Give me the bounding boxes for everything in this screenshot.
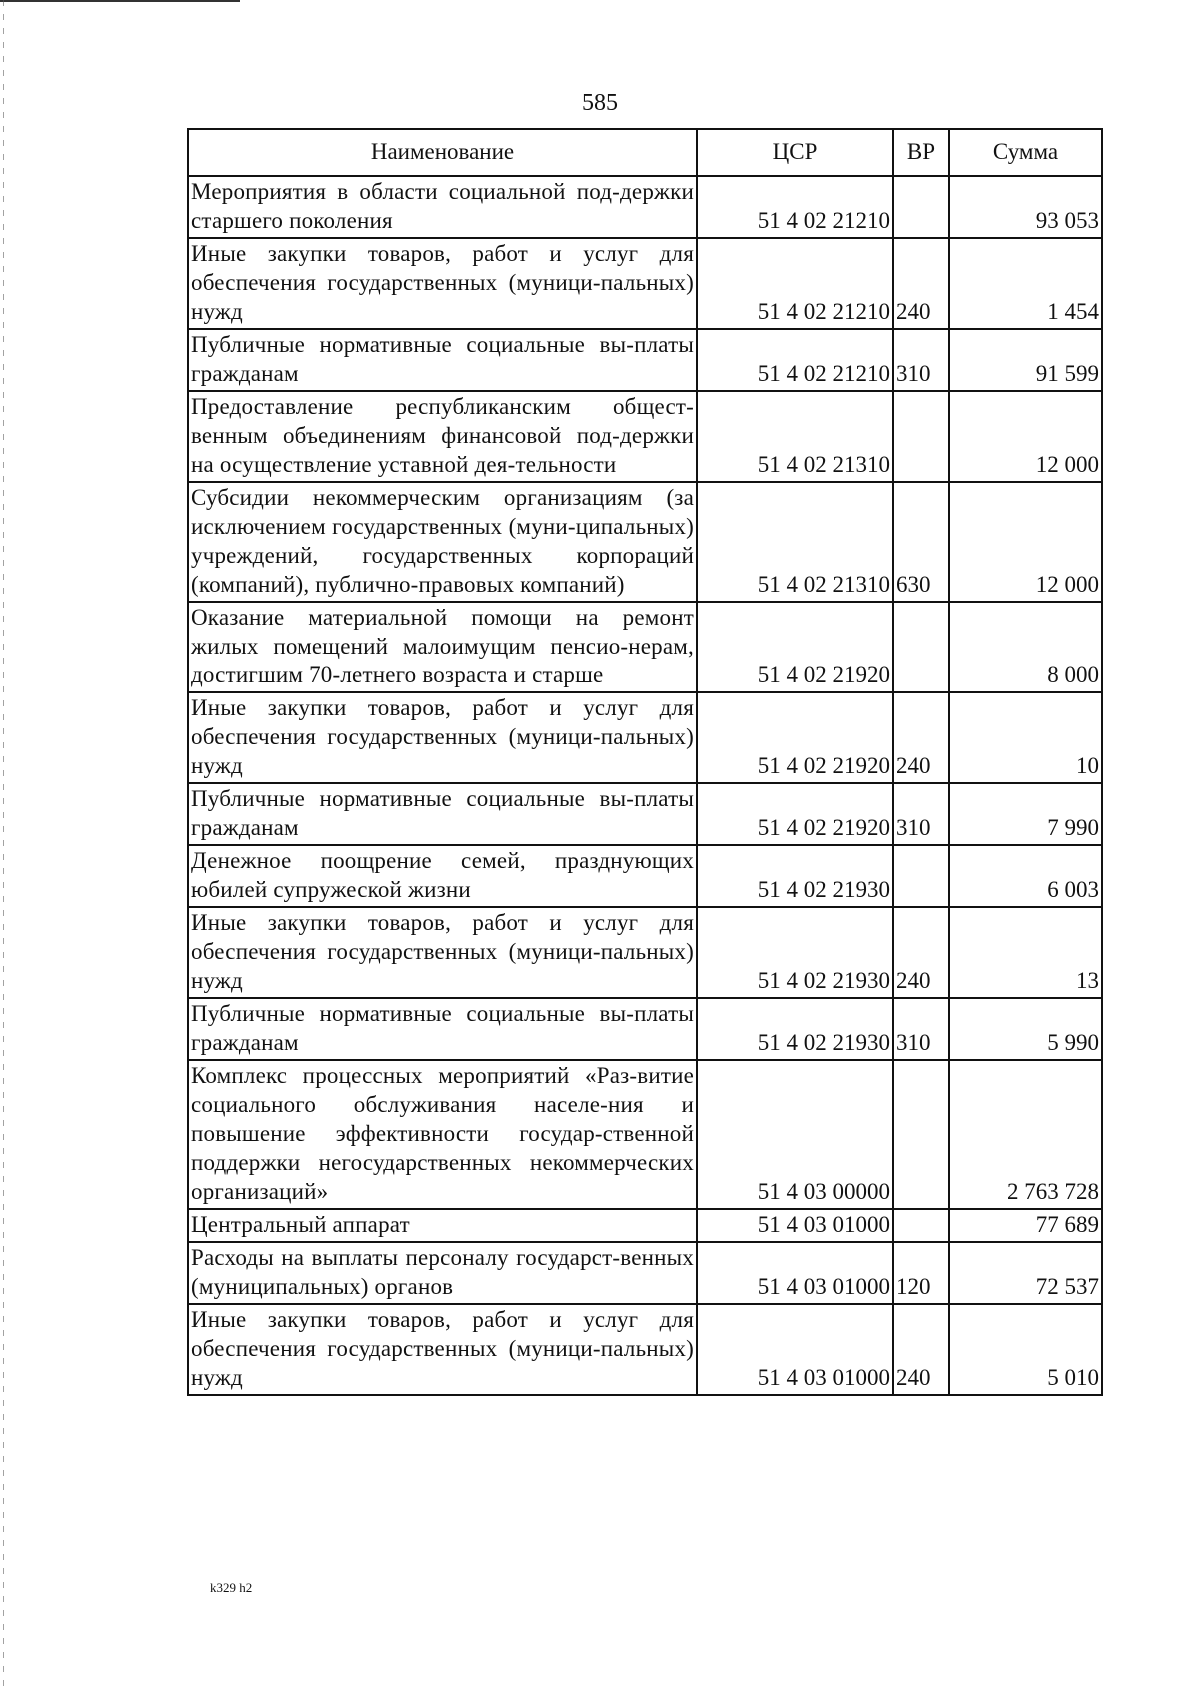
scan-edge-left [3,0,4,1686]
row-vr-cell [893,391,949,482]
row-vr-cell: 240 [893,238,949,329]
header-name: Наименование [188,129,697,176]
row-name-cell: Иные закупки товаров, работ и услуг для обеспечения государственных (муници-пальных) нужд [188,907,697,998]
row-csr-cell: 51 4 02 21210 [697,176,893,238]
table-row [188,998,1102,1060]
row-name-cell: Оказание материальной помощи на ремонт жилых помещений малоимущим пенсио-нерам, достигшим 70-летнего возраста и старше [188,602,697,693]
row-csr-cell: 51 4 02 21930 [697,907,893,998]
row-vr-cell: 120 [893,1242,949,1304]
row-csr-cell: 51 4 02 21310 [697,391,893,482]
row-vr-cell [893,845,949,907]
table-row [188,1209,1102,1242]
row-csr-cell: 51 4 03 00000 [697,1060,893,1209]
row-csr-cell: 51 4 02 21920 [697,602,893,693]
row-sum-cell: 8 000 [949,602,1102,693]
row-sum-cell: 5 010 [949,1304,1102,1395]
table-body [188,176,1102,1395]
row-csr-cell: 51 4 02 21930 [697,998,893,1060]
row-sum-cell: 72 537 [949,1242,1102,1304]
row-vr-cell: 310 [893,783,949,845]
table-row [188,329,1102,391]
table-row [188,482,1102,602]
row-name-cell: Иные закупки товаров, работ и услуг для обеспечения государственных (муници-пальных) нужд [188,238,697,329]
row-sum-cell: 12 000 [949,391,1102,482]
row-csr-cell: 51 4 02 21210 [697,238,893,329]
row-csr-cell: 51 4 02 21920 [697,783,893,845]
row-csr-cell: 51 4 03 01000 [697,1242,893,1304]
row-sum-cell: 93 053 [949,176,1102,238]
row-sum-cell: 5 990 [949,998,1102,1060]
table-row [188,1242,1102,1304]
row-name-cell: Иные закупки товаров, работ и услуг для обеспечения государственных (муници-пальных) нужд [188,1304,697,1395]
table-row [188,1304,1102,1395]
table-row [188,176,1102,238]
row-sum-cell: 2 763 728 [949,1060,1102,1209]
header-csr: ЦСР [697,129,893,176]
table-row [188,238,1102,329]
row-csr-cell: 51 4 02 21930 [697,845,893,907]
row-name-cell: Расходы на выплаты персоналу государст-венных (муниципальных) органов [188,1242,697,1304]
row-name-cell: Комплекс процессных мероприятий «Раз-витие социального обслуживания населе-ния и повышение эффективности государ-ственной поддержки негосударственных некоммерческих организаций» [188,1060,697,1209]
row-vr-cell: 310 [893,329,949,391]
table-row [188,783,1102,845]
row-vr-cell: 240 [893,692,949,783]
footer-code: k329 h2 [210,1580,253,1595]
row-vr-cell: 310 [893,998,949,1060]
scan-edge-top [0,0,240,2]
row-csr-cell: 51 4 02 21920 [697,692,893,783]
row-sum-cell: 10 [949,692,1102,783]
row-sum-cell: 91 599 [949,329,1102,391]
table-row [188,845,1102,907]
row-name-cell: Публичные нормативные социальные вы-платы гражданам [188,783,697,845]
row-sum-cell: 13 [949,907,1102,998]
row-name-cell: Денежное поощрение семей, празднующих юбилей супружеской жизни [188,845,697,907]
row-vr-cell: 630 [893,482,949,602]
row-sum-cell: 6 003 [949,845,1102,907]
row-name-cell: Субсидии некоммерческим организациям (за исключением государственных (муни-ципальных) учреждений, государственных корпораций (компаний), публично-правовых компаний) [188,482,697,602]
row-name-cell: Предоставление республиканским общест-венным объединениям финансовой под-держки на осуществление уставной дея-тельности [188,391,697,482]
table-row [188,1060,1102,1209]
row-sum-cell: 77 689 [949,1209,1102,1242]
table-row [188,692,1102,783]
row-sum-cell: 12 000 [949,482,1102,602]
row-name-cell: Иные закупки товаров, работ и услуг для обеспечения государственных (муници-пальных) нужд [188,692,697,783]
row-csr-cell: 51 4 02 21210 [697,329,893,391]
row-vr-cell [893,602,949,693]
row-csr-cell: 51 4 03 01000 [697,1304,893,1395]
page-number: 585 [582,90,618,116]
row-sum-cell: 7 990 [949,783,1102,845]
row-name-cell: Центральный аппарат [188,1209,697,1242]
row-vr-cell: 240 [893,907,949,998]
row-vr-cell [893,1060,949,1209]
row-vr-cell [893,1209,949,1242]
row-name-cell: Публичные нормативные социальные вы-платы гражданам [188,329,697,391]
table-row [188,602,1102,693]
header-sum: Сумма [949,129,1102,176]
table-row [188,391,1102,482]
table-header-row [188,129,1102,176]
row-vr-cell: 240 [893,1304,949,1395]
header-vr: ВР [893,129,949,176]
row-name-cell: Мероприятия в области социальной под-держки старшего поколения [188,176,697,238]
row-name-cell: Публичные нормативные социальные вы-платы гражданам [188,998,697,1060]
row-vr-cell [893,176,949,238]
budget-table [187,128,1103,1396]
table-row [188,907,1102,998]
row-sum-cell: 1 454 [949,238,1102,329]
row-csr-cell: 51 4 02 21310 [697,482,893,602]
row-csr-cell: 51 4 03 01000 [697,1209,893,1242]
